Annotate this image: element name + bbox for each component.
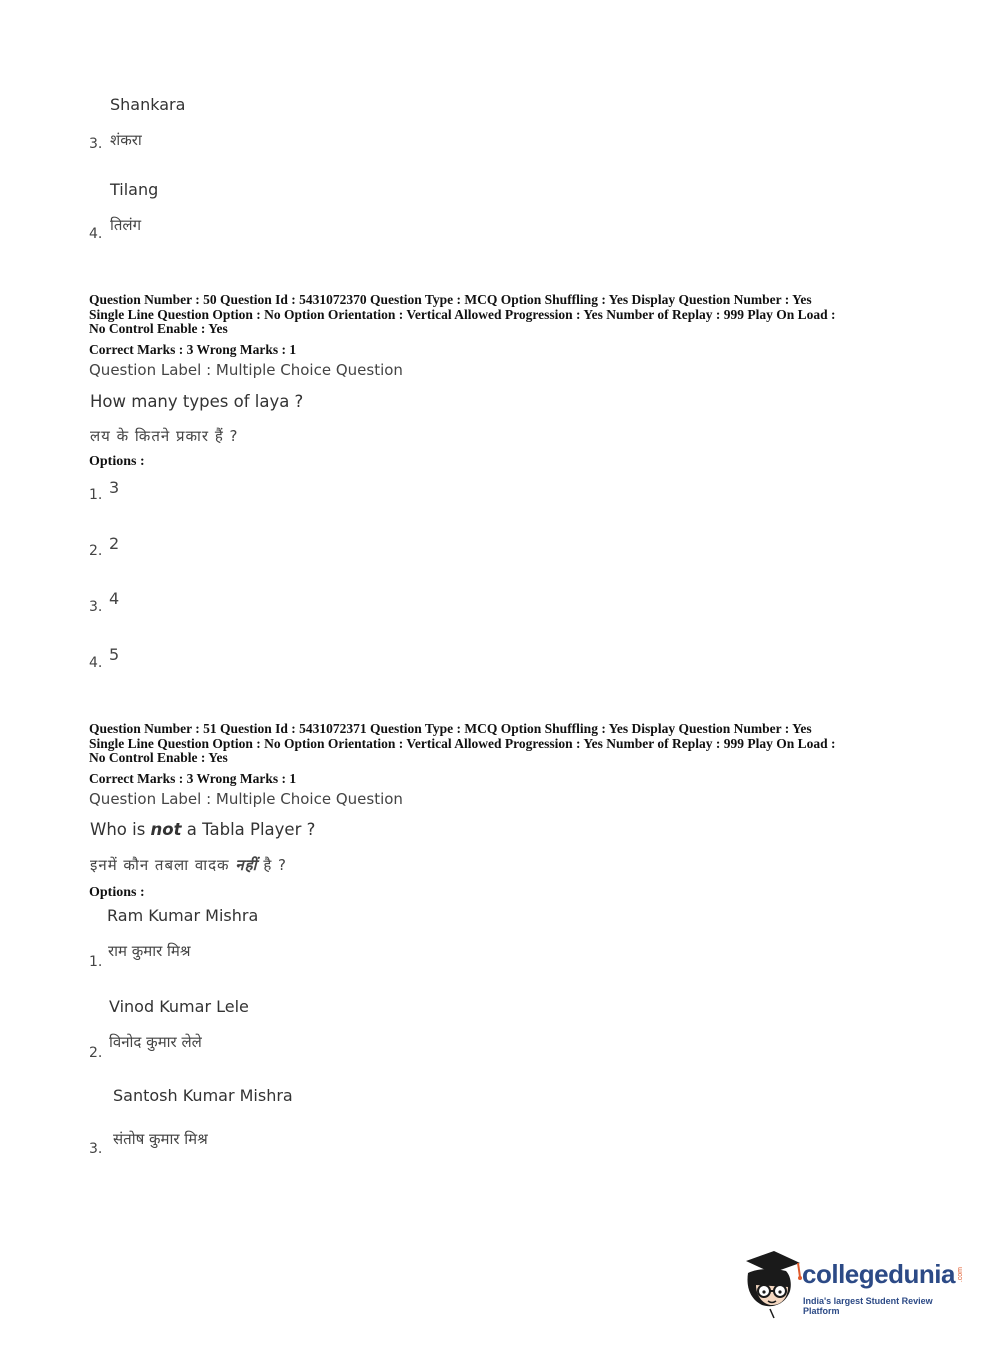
question-marks: Correct Marks : 3 Wrong Marks : 1: [89, 771, 297, 786]
option-3-number: 3.: [89, 1141, 103, 1157]
collegedunia-logo[interactable]: [740, 1247, 970, 1319]
meta-line-2: Single Line Question Option : No Option Orientation : Vertical Allowed Progression : Yes Number of Replay : 999 Play On Load :: [89, 306, 836, 322]
logo-tagline: India's largest Student Review Platform: [803, 1296, 933, 1316]
question-text-english: How many types of laya ?: [90, 392, 304, 411]
question-text-hindi: [90, 855, 287, 875]
option-3-english: Shankara: [110, 95, 186, 114]
option-1-value: 3: [109, 478, 120, 497]
meta-line-2: Single Line Question Option : No Option Orientation : Vertical Allowed Progression : Yes Number of Replay : 999 Play On Load :: [89, 735, 836, 751]
mascot-icon: [740, 1247, 802, 1319]
question-hindi-post: है ?: [263, 856, 288, 874]
option-1-english: Ram Kumar Mishra: [107, 906, 259, 925]
question-text-emphasis: not: [150, 820, 182, 839]
option-2-value: 2: [109, 534, 120, 553]
meta-line-3: No Control Enable : Yes: [89, 750, 228, 765]
logo-wordmark: collegedunia: [802, 1259, 955, 1289]
options-header: Options :: [89, 454, 145, 469]
option-3-english: Santosh Kumar Mishra: [113, 1086, 293, 1105]
options-header: Options :: [89, 885, 145, 900]
question-text-post: a Tabla Player ?: [186, 820, 316, 839]
option-2-number: 2.: [89, 1045, 103, 1061]
question-text-pre: Who is: [90, 820, 146, 839]
question-label: Question Label : Multiple Choice Question: [89, 790, 403, 808]
option-3-number: 3.: [89, 599, 103, 615]
question-marks: Correct Marks : 3 Wrong Marks : 1: [89, 342, 297, 357]
option-1-number: 1.: [89, 487, 103, 503]
meta-line-1: Question Number : 50 Question Id : 5431072370 Question Type : MCQ Option Shuffling : Yes Display Question Number : Yes: [89, 292, 812, 307]
option-2-hindi: विनोद कुमार लेले: [109, 1033, 202, 1051]
option-3-hindi: शंकरा: [110, 131, 142, 149]
option-4-hindi: तिलंग: [110, 216, 142, 234]
question-text-english: [90, 820, 315, 839]
question-label: Question Label : Multiple Choice Question: [89, 361, 403, 379]
option-2-english: Vinod Kumar Lele: [109, 997, 249, 1016]
option-2-number: 2.: [89, 543, 103, 559]
option-4-number: 4.: [89, 655, 103, 671]
option-3-number: 3.: [89, 136, 103, 152]
option-3-value: 4: [109, 589, 120, 608]
question-hindi-emphasis: नहीं: [235, 856, 258, 874]
logo-suffix: .com: [957, 1267, 964, 1283]
meta-line-3: No Control Enable : Yes: [89, 321, 228, 336]
question-hindi-pre: इनमें कौन तबला वादक: [90, 856, 230, 874]
meta-line-1: Question Number : 51 Question Id : 5431072371 Question Type : MCQ Option Shuffling : Yes Display Question Number : Yes: [89, 721, 812, 736]
option-1-hindi: राम कुमार मिश्र: [108, 942, 191, 960]
question-meta: [89, 722, 919, 766]
option-4-number: 4.: [89, 226, 103, 242]
option-1-number: 1.: [89, 954, 103, 970]
question-meta: [89, 293, 919, 337]
option-4-value: 5: [109, 645, 120, 664]
question-text-hindi: लय के कितने प्रकार हैं ?: [90, 427, 239, 445]
option-4-english: Tilang: [110, 180, 159, 199]
option-3-hindi: संतोष कुमार मिश्र: [113, 1130, 208, 1148]
